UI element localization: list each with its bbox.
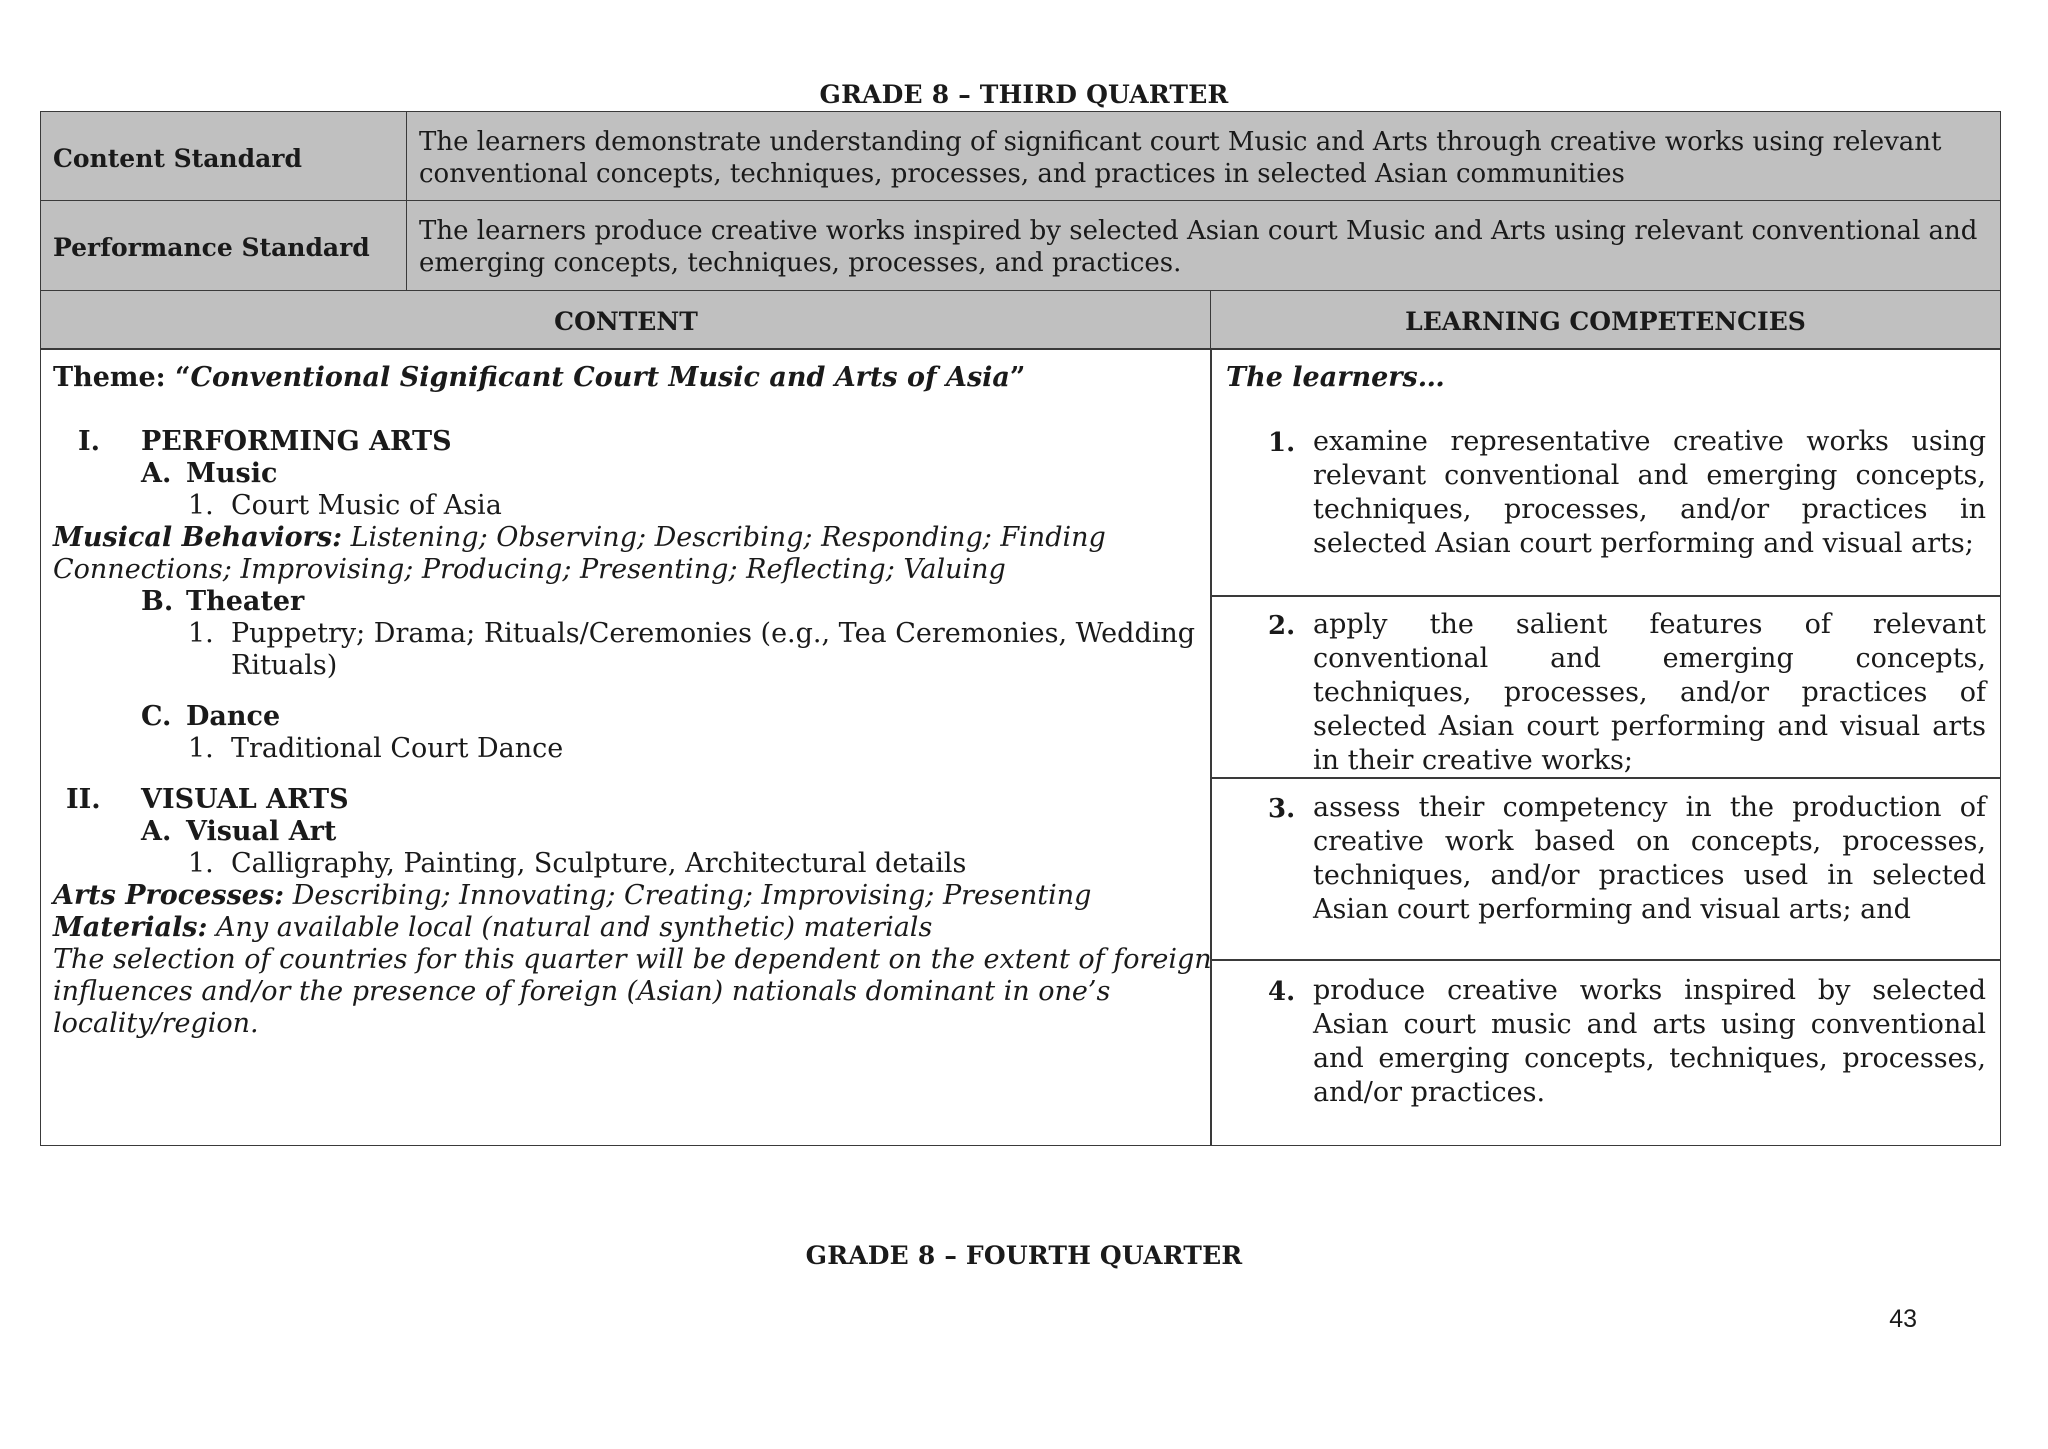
musical-behaviors-line2: Connections; Improvising; Producing; Presenting; Reflecting; Valuing — [53, 554, 1006, 585]
dance-item-number: 1. — [188, 733, 214, 764]
music-item-number: 1. — [188, 490, 214, 521]
performance-standard-text-cell — [406, 200, 2001, 292]
content-header-cell — [40, 290, 1212, 350]
dance-title: Dance — [186, 701, 281, 732]
section-1-title: PERFORMING ARTS — [141, 426, 452, 457]
page-title: GRADE 8 – THIRD QUARTER — [819, 80, 1229, 109]
materials-line: Materials: Any available local (natural and synthetic) materials — [53, 912, 933, 943]
arts-processes-label: Arts Processes: — [53, 880, 285, 911]
theme-title: Conventional Significant Court Music and Arts of Asia — [190, 362, 1010, 393]
theater-title: Theater — [186, 586, 305, 617]
theater-item-line2: Rituals) — [231, 650, 338, 681]
competency-text: assess their competency in the production of creative work based on concepts, processes, techniques, and/or practices used in selected Asian court performing and visual arts; and — [1313, 792, 1986, 925]
dance-letter: C. — [141, 701, 172, 732]
music-item-text: Court Music of Asia — [231, 490, 502, 521]
page-number: 43 — [1889, 1305, 1917, 1333]
content-standard-text: The learners demonstrate understanding of significant court Music and Arts through creative works using relevant conventional concepts, techniques, processes, and practices in selected Asian communities — [419, 127, 1942, 189]
competency-text: apply the salient features of relevant conventional and emerging concepts, techniques, processes, and/or practices of selected Asian court performing and visual arts in their creative works; — [1313, 609, 1986, 776]
content-standard-text-cell — [406, 111, 2001, 202]
competency-number: 2. — [1268, 611, 1296, 641]
theater-letter: B. — [141, 586, 174, 617]
competencies-intro: The learners… — [1226, 362, 1445, 393]
performance-standard-label-cell — [40, 200, 408, 292]
music-title: Music — [186, 458, 278, 489]
materials-label: Materials: — [53, 912, 208, 943]
content-header: CONTENT — [554, 307, 698, 336]
visual-art-item-text: Calligraphy, Painting, Sculpture, Architectural details — [231, 848, 967, 879]
section-1-number: I. — [78, 426, 101, 457]
section-2-number: II. — [66, 784, 101, 815]
arts-processes-line: Arts Processes: Describing; Innovating; Creating; Improvising; Presenting — [53, 880, 1092, 911]
competencies-header-cell — [1210, 290, 2001, 350]
musical-behaviors-line1: Musical Behaviors: Listening; Observing; Describing; Responding; Finding — [53, 522, 1106, 553]
competency-number: 4. — [1268, 977, 1296, 1007]
competencies-header: LEARNING COMPETENCIES — [1405, 307, 1806, 336]
next-section-title: GRADE 8 – FOURTH QUARTER — [805, 1241, 1243, 1270]
competency-text: examine representative creative works using relevant conventional and emerging concepts, techniques, processes, and/or practices in selected Asian court performing and visual arts; — [1313, 426, 1986, 559]
content-standard-label-cell — [40, 111, 408, 202]
note-line3: locality/region. — [53, 1008, 259, 1039]
musical-behaviors-label: Musical Behaviors: — [53, 522, 343, 553]
dance-item-text: Traditional Court Dance — [231, 733, 564, 764]
competency-number: 1. — [1268, 428, 1296, 458]
competency-text: produce creative works inspired by selected Asian court music and arts using conventional and emerging concepts, techniques, processes, and/or practices. — [1313, 975, 1986, 1108]
content-standard-label: Content Standard — [53, 144, 302, 173]
performance-standard-text: The learners produce creative works inspired by selected Asian court Music and Arts using relevant conventional and emerging concepts, techniques, processes, and practices. — [419, 216, 1978, 278]
visual-art-item-number: 1. — [188, 848, 214, 879]
visual-art-title: Visual Art — [186, 816, 337, 847]
performance-standard-label: Performance Standard — [53, 233, 370, 262]
section-2-title: VISUAL ARTS — [141, 784, 349, 815]
note-line1: The selection of countries for this quarter will be dependent on the extent of foreign — [53, 944, 1212, 975]
visual-art-letter: A. — [141, 816, 172, 847]
theater-item-number: 1. — [188, 618, 214, 649]
music-letter: A. — [141, 458, 172, 489]
competency-number: 3. — [1268, 794, 1296, 824]
theme-line: Theme: “Conventional Significant Court Music and Arts of Asia” — [53, 362, 1026, 393]
note-line2: influences and/or the presence of foreign (Asian) nationals dominant in one’s — [53, 976, 1111, 1007]
theater-item-line1: Puppetry; Drama; Rituals/Ceremonies (e.g., Tea Ceremonies, Wedding — [231, 618, 1196, 649]
